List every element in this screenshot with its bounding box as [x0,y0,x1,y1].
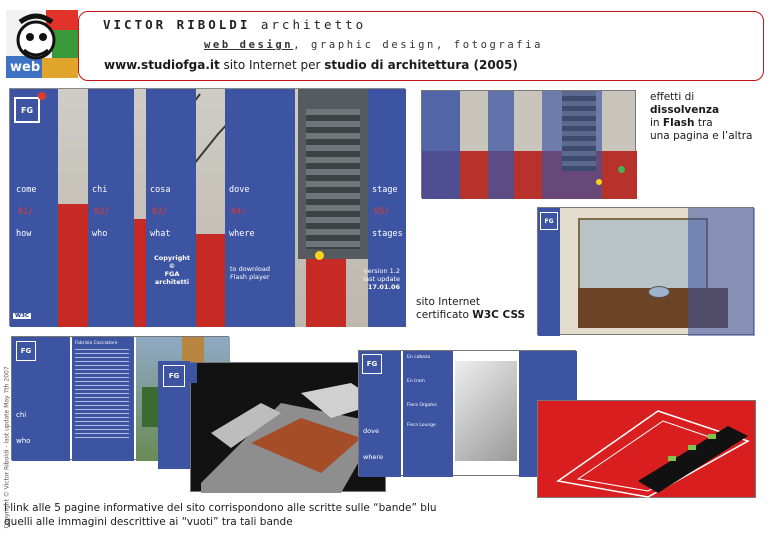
nav-num-03: 03/ [152,207,168,217]
services-rest: , graphic design, fotografia [293,39,544,51]
author-role: architetto [250,17,367,32]
location-item[interactable]: Fiera Lounge [407,423,436,428]
fg-logo: FG [362,354,382,374]
nav-label-stages[interactable]: stages [372,229,403,239]
band [422,91,460,199]
nav-num-05: 05/ [374,207,390,217]
nav-label-chi[interactable]: chi [92,185,108,195]
band [688,208,755,336]
fga-copyright: Copyright © FGA architetti [154,254,190,286]
location-item[interactable]: Fiera Orgatec [407,403,438,408]
w3c-badge[interactable]: W3C [15,313,29,319]
nav-label-who[interactable]: who [16,437,31,445]
location-item[interactable]: En tram [407,379,425,384]
nav-label-who[interactable]: who [92,229,108,239]
nav-label-dove[interactable]: dove [229,185,250,195]
yellow-dot-icon [315,251,324,260]
subtitle-mid: sito Internet per [219,58,325,72]
model-screenshot [190,362,386,492]
nav-num-04: 04/ [231,207,247,217]
logo-dot [38,92,46,100]
services-line [204,39,543,51]
yellow-dot-icon [596,179,602,185]
footer-line-1: i link alle 5 pagine informative del sito corrispondono alle scritte sulle “bande” blu [4,502,437,514]
version-info: version 1.2 last update 17.01.06 [363,267,400,291]
nav-label-where[interactable]: where [363,453,383,461]
footer-line-2: quelli alle immagini descrittive ai “vuoti” tra tali bande [4,516,293,528]
location-item[interactable]: En cabeza [407,355,431,360]
plan-screenshot [537,400,756,498]
nav-label-chi[interactable]: chi [16,411,27,419]
nav-label-where[interactable]: where [229,229,255,239]
site-url[interactable]: www.studiofga.it [104,58,220,72]
dissolve-note: effetti di dissolvenza in Flash tra una pagina e l’altra [650,91,753,142]
nav-num-01: 01/ [18,207,34,217]
fg-logo: FG [163,365,185,387]
fg-logo: FG [540,212,558,230]
bio-title: Fabrizio Cacciatore [75,341,118,346]
subtitle-bold: studio di architettura (2005) [324,58,518,72]
plan-drawing [538,401,757,499]
text-band [403,351,453,477]
logo-caption: web [10,60,41,75]
author-logo [6,10,78,78]
fg-logo[interactable]: FG [14,97,40,123]
nav-label-come[interactable]: come [16,185,37,195]
red-wall [306,259,346,327]
building-render [455,361,517,461]
dissolve-screenshot [421,90,636,198]
interior-screenshot [537,207,754,335]
copyright-vertical: Copyright © Victor Riboldi - last update May 7th 2007 [3,366,11,529]
project-subtitle [104,58,518,72]
nav-label-dove[interactable]: dove [363,427,379,435]
red-wall [190,234,230,327]
homepage-screenshot [9,88,405,326]
flash-download-link[interactable]: to download Flash player [230,265,271,281]
author-name-bold: VICTOR RIBOLDI [103,17,251,32]
service-web-design: web design [204,39,294,51]
table-object [648,286,670,298]
nav-label-what[interactable]: what [150,229,171,239]
nav-label-cosa[interactable]: cosa [150,185,171,195]
bio-text [75,349,129,439]
nav-num-02: 02/ [94,207,110,217]
tower-windows [306,109,360,249]
fg-logo: FG [16,341,36,361]
tower-building [562,91,596,171]
nav-label-stage[interactable]: stage [372,185,398,195]
w3c-note: sito Internet certificato W3C CSS [416,296,526,321]
page-header [0,0,768,88]
nav-label-how[interactable]: how [16,229,32,239]
band [488,91,514,199]
footer-caption [4,501,464,529]
author-name [103,17,366,32]
green-dot-icon [618,166,625,173]
